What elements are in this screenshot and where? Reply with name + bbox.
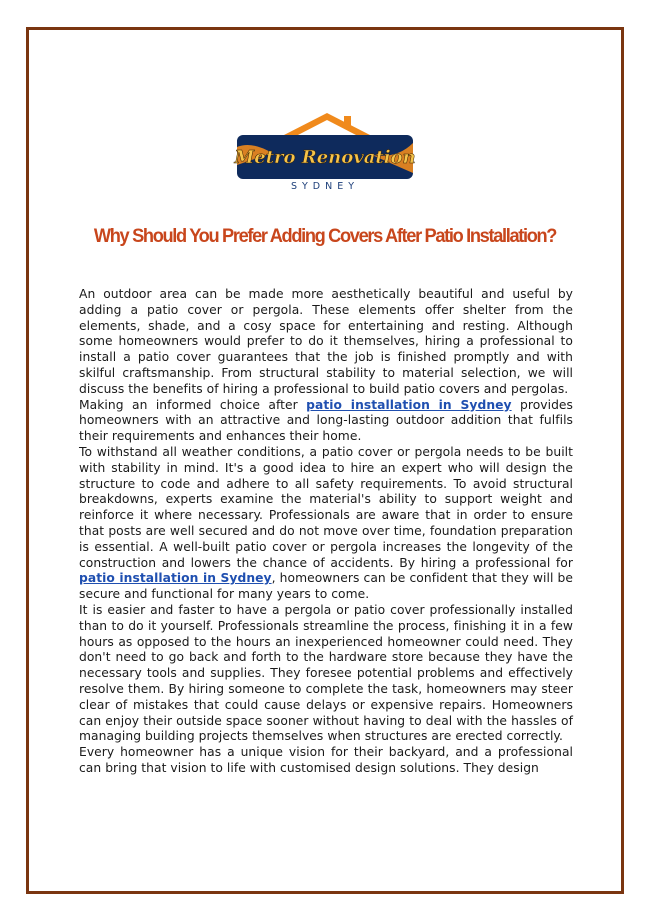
paragraph-text: It is easier and faster to have a pergola or patio cover professionally installed than to do it yourself. Professionals streamline the process, finishing it in a few hours as opposed to the hours an inexperienced homeowner could need. They don't need to go back and forth to the hardware store because they have the necessary tools and supplies. They foresee potential problems and effectively resolve them. By hiring someone to complete the task, homeowners may steer clear of mistakes that could cause delays or expensive repairs. Homeowners can enjoy their outside space sooner without having to deal with the hassles of managing building projects themselves when structures are erected correctly. (79, 602, 573, 744)
logo-subtitle: SYDNEY (290, 181, 360, 192)
paragraph-4 (79, 603, 573, 745)
paragraph-2 (79, 398, 573, 445)
logo-chimney (344, 116, 351, 127)
patio-installation-link[interactable]: patio installation in Sydney (306, 397, 512, 412)
company-logo (232, 113, 418, 193)
patio-installation-link[interactable]: patio installation in Sydney (79, 571, 272, 586)
paragraph-text: To withstand all weather conditions, a patio cover or pergola needs to be built with stability in mind. It's a good idea to hire an expert who will design the structure to code and adhere to all safety requirements. To avoid structural breakdowns, experts examine the material's ability to support weight and reinforce it where necessary. Professionals are aware that in order to ensure that posts are well secured and do not move over time, foundation preparation is essential. A well-built patio cover or pergola increases the longevity of the construction and lowers the chance of accidents. By hiring a professional for (79, 444, 573, 570)
paragraph-text: Making an informed choice after (79, 397, 307, 412)
paragraph-text: , homeowners can be confident that they will be secure and functional for many years to come. (79, 571, 573, 602)
paragraph-3 (79, 445, 573, 603)
paragraph-text: Every homeowner has a unique vision for their backyard, and a professional can bring that vision to life with customised design solutions. They design (79, 745, 573, 775)
logo-name: Metro Renovation (234, 147, 416, 168)
paragraph-text: An outdoor area can be made more aesthetically beautiful and useful by adding a patio cover or pergola. These elements offer shelter from the elements, shade, and a cosy space for entertaining and resting. Although some homeowners would prefer to do it themselves, hiring a professional to install a patio cover guarantees that the job is finished promptly and with skilful craftsmanship. From structural stability to material selection, we will discuss the benefits of hiring a professional to build patio covers and pergolas. (79, 287, 573, 396)
article-body (79, 287, 573, 777)
page-title: Why Should You Prefer Adding Covers After Patio Installation? (93, 226, 557, 247)
paragraph-1 (79, 287, 573, 398)
paragraph-5 (79, 745, 573, 777)
paragraph-text: provides homeowners with an attractive and long-lasting outdoor addition that fulfils their requirements and enhances their home. (79, 397, 573, 444)
